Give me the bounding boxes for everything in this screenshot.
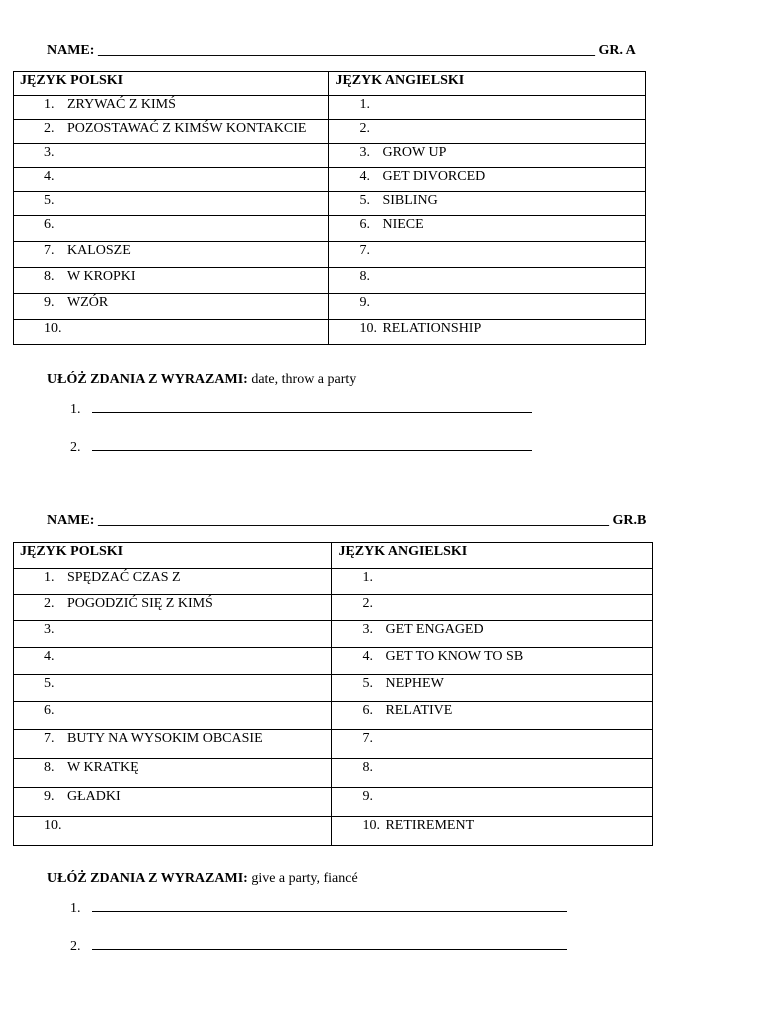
table-row	[14, 320, 646, 345]
line-number: 2.	[70, 440, 81, 455]
table-row	[14, 621, 653, 648]
answer-line-1-b[interactable]	[70, 899, 567, 917]
line-number: 1.	[70, 402, 81, 417]
row-number: 9.	[359, 295, 370, 310]
sentences-words: give a party, fiancé	[251, 871, 358, 886]
sentences-label: UŁÓŻ ZDANIA Z WYRAZAMI:	[47, 871, 248, 886]
row-number: 4.	[44, 169, 55, 184]
row-number: 8.	[44, 269, 55, 284]
row-number: 2.	[44, 596, 55, 611]
english-word[interactable]: RELATIVE	[385, 703, 453, 718]
table-row	[14, 294, 646, 320]
row-number: 4.	[362, 649, 373, 664]
row-number: 1.	[362, 570, 373, 585]
row-number: 3.	[44, 622, 55, 637]
english-word[interactable]: GET DIVORCED	[382, 169, 486, 184]
polish-word[interactable]: ZRYWAĆ Z KIMŚ	[67, 97, 176, 112]
row-number: 6.	[44, 703, 55, 718]
column-header-polish: JĘZYK POLSKI	[14, 72, 329, 96]
row-number: 4.	[359, 169, 370, 184]
table-row	[14, 216, 646, 242]
table-row	[14, 648, 653, 675]
row-number: 4.	[44, 649, 55, 664]
row-number: 7.	[44, 731, 55, 746]
sentences-instruction-a	[47, 372, 356, 388]
answer-line-1-a[interactable]	[70, 400, 532, 418]
english-word[interactable]: NIECE	[382, 217, 424, 232]
row-number: 8.	[362, 760, 373, 775]
table-row	[14, 759, 653, 788]
row-number: 9.	[44, 295, 55, 310]
table-row	[14, 730, 653, 759]
name-label: NAME:	[47, 43, 95, 58]
polish-word[interactable]: W KROPKI	[67, 269, 136, 284]
english-word[interactable]: RELATIONSHIP	[382, 321, 482, 336]
table-row	[14, 817, 653, 846]
table-row	[14, 595, 653, 621]
answer-line-2-a[interactable]	[70, 438, 532, 456]
group-label: GR. A	[598, 43, 636, 58]
table-row	[14, 242, 646, 268]
polish-word[interactable]: BUTY NA WYSOKIM OBCASIE	[67, 731, 263, 746]
row-number: 6.	[44, 217, 55, 232]
row-number: 10.	[44, 818, 62, 833]
table-row	[14, 192, 646, 216]
name-line-b	[47, 513, 646, 529]
polish-word[interactable]: POGODZIĆ SIĘ Z KIMŚ	[67, 596, 213, 611]
row-number: 7.	[359, 243, 370, 258]
column-header-english: JĘZYK ANGIELSKI	[332, 543, 653, 569]
table-row	[14, 144, 646, 168]
table-row	[14, 569, 653, 595]
name-line-a	[47, 43, 636, 59]
row-number: 10.	[359, 321, 377, 336]
line-number: 2.	[70, 939, 81, 954]
row-number: 5.	[362, 676, 373, 691]
sentences-words: date, throw a party	[251, 372, 357, 387]
table-row	[14, 96, 646, 120]
name-blank[interactable]: _______________________________________________________________________	[97, 43, 595, 58]
english-word[interactable]: GET ENGAGED	[385, 622, 484, 637]
row-number: 10.	[362, 818, 380, 833]
row-number: 3.	[362, 622, 373, 637]
answer-blank[interactable]	[92, 438, 532, 451]
name-label: NAME:	[47, 513, 95, 528]
row-number: 6.	[362, 703, 373, 718]
answer-blank[interactable]	[92, 899, 567, 912]
row-number: 8.	[44, 760, 55, 775]
answer-blank[interactable]	[92, 400, 532, 413]
sentences-instruction-b	[47, 871, 358, 887]
row-number: 5.	[44, 676, 55, 691]
row-number: 8.	[359, 269, 370, 284]
polish-word[interactable]: KALOSZE	[67, 243, 131, 258]
table-row	[14, 788, 653, 817]
english-word[interactable]: GROW UP	[382, 145, 447, 160]
polish-word[interactable]: GŁADKI	[67, 789, 121, 804]
answer-blank[interactable]	[92, 937, 567, 950]
polish-word[interactable]: SPĘDZAĆ CZAS Z	[67, 570, 181, 585]
row-number: 7.	[44, 243, 55, 258]
row-number: 9.	[362, 789, 373, 804]
table-row	[14, 168, 646, 192]
row-number: 2.	[362, 596, 373, 611]
row-number: 5.	[44, 193, 55, 208]
polish-word[interactable]: WZÓR	[67, 295, 109, 310]
row-number: 1.	[359, 97, 370, 112]
column-header-polish: JĘZYK POLSKI	[14, 543, 332, 569]
polish-word[interactable]: POZOSTAWAĆ Z KIMŚW KONTAKCIE	[67, 121, 307, 136]
row-number: 3.	[359, 145, 370, 160]
row-number: 1.	[44, 570, 55, 585]
row-number: 9.	[44, 789, 55, 804]
english-word[interactable]: NEPHEW	[385, 676, 444, 691]
english-word[interactable]: SIBLING	[382, 193, 438, 208]
table-row	[14, 702, 653, 730]
row-number: 1.	[44, 97, 55, 112]
sentences-label: UŁÓŻ ZDANIA Z WYRAZAMI:	[47, 372, 248, 387]
row-number: 7.	[362, 731, 373, 746]
table-row	[14, 268, 646, 294]
group-label: GR.B	[612, 513, 647, 528]
table-row	[14, 675, 653, 702]
answer-line-2-b[interactable]	[70, 937, 567, 955]
row-number: 5.	[359, 193, 370, 208]
polish-word[interactable]: W KRATKĘ	[67, 760, 139, 775]
row-number: 3.	[44, 145, 55, 160]
column-header-english: JĘZYK ANGIELSKI	[329, 72, 646, 96]
vocab-table-a	[13, 71, 646, 345]
line-number: 1.	[70, 901, 81, 916]
name-blank[interactable]: _________________________________________________________________________	[97, 513, 609, 528]
row-number: 2.	[44, 121, 55, 136]
row-number: 10.	[44, 321, 62, 336]
vocab-table-b	[13, 542, 653, 846]
english-word[interactable]: RETIREMENT	[385, 818, 475, 833]
row-number: 6.	[359, 217, 370, 232]
english-word[interactable]: GET TO KNOW TO SB	[385, 649, 524, 664]
table-row	[14, 120, 646, 144]
row-number: 2.	[359, 121, 370, 136]
